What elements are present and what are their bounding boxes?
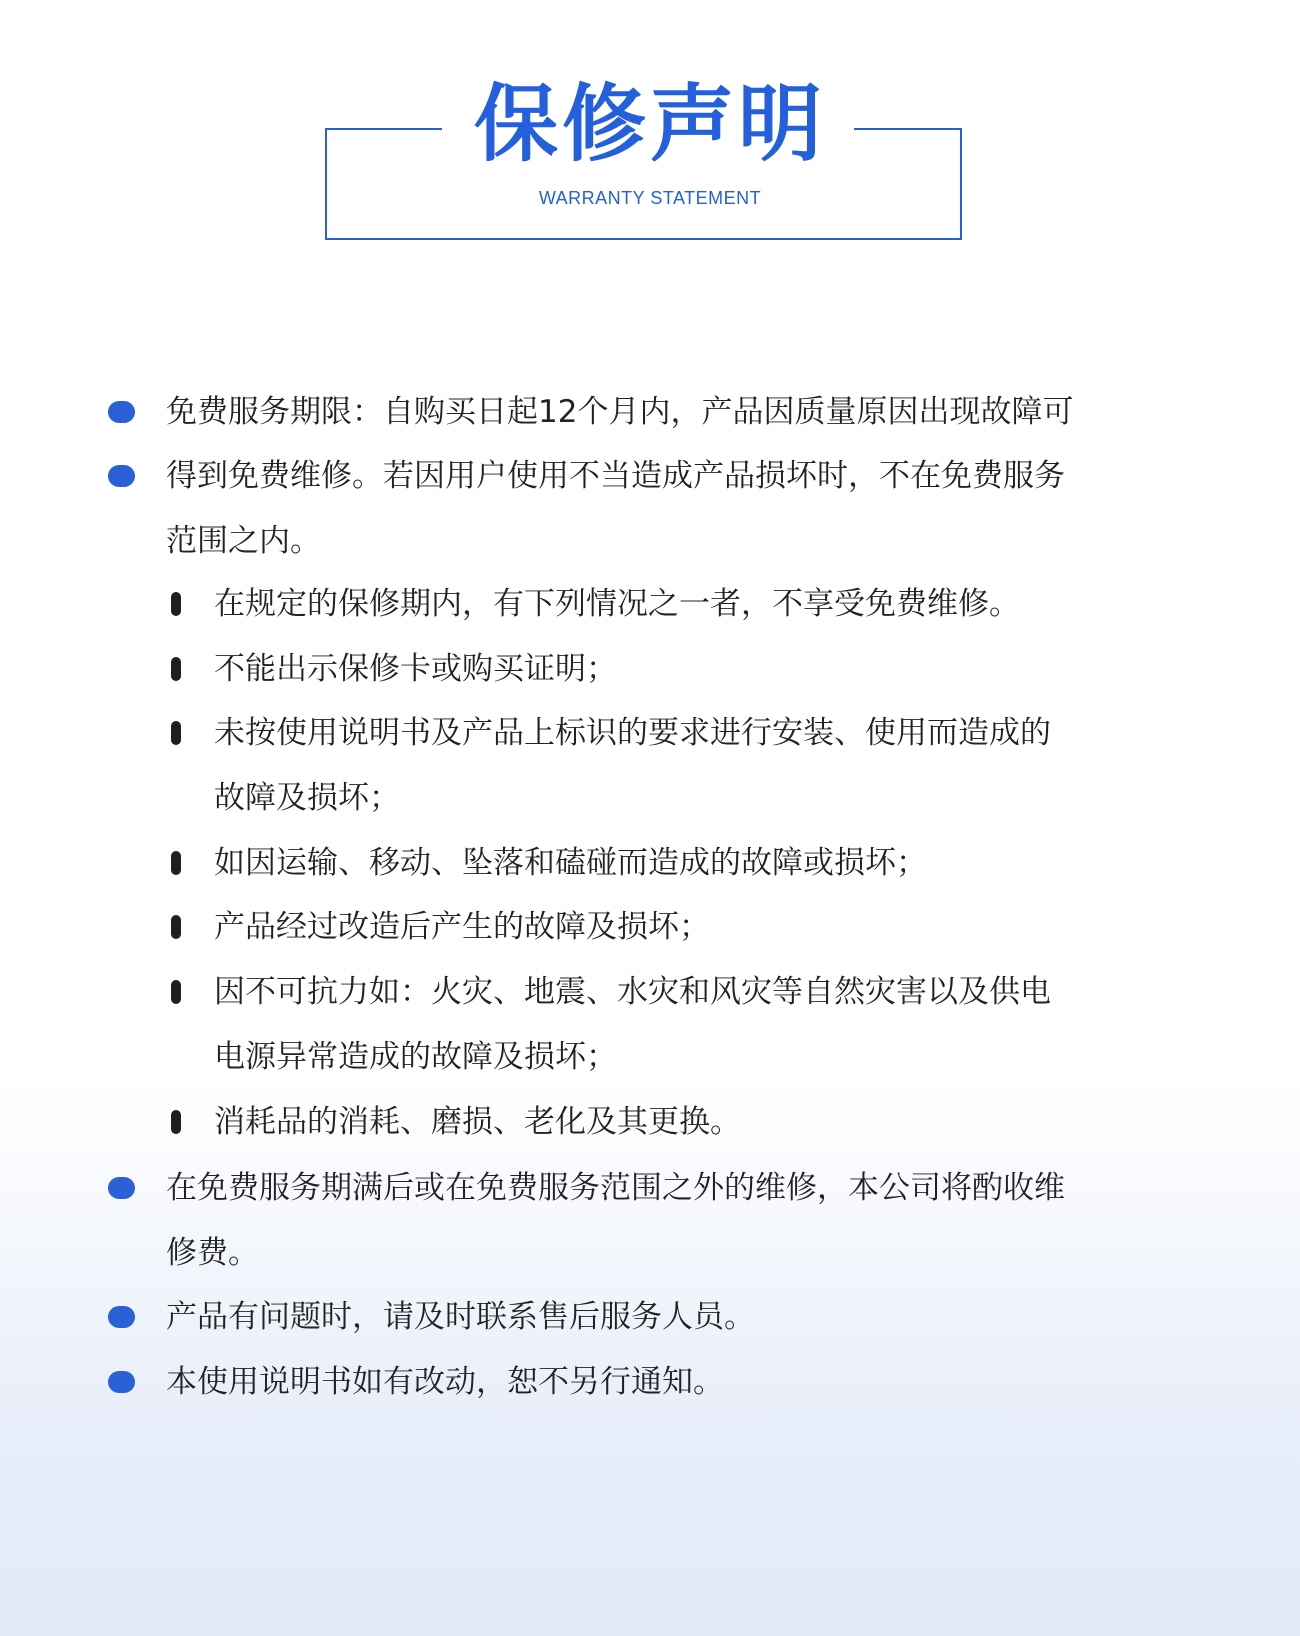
bullet-pill-icon — [171, 1110, 181, 1134]
bullet-pill-icon — [171, 592, 181, 616]
sub-list-item: 如因运输、移动、坠落和磕碰而造成的故障或损坏； — [214, 845, 927, 881]
list-item: 产品有问题时，请及时联系售后服务人员。 — [166, 1299, 755, 1335]
page-title: 保修声明 — [473, 75, 826, 173]
bullet-pill-icon — [171, 980, 181, 1004]
sub-list-item: 产品经过改造后产生的故障及损坏； — [214, 909, 710, 945]
sub-list-item: 不能出示保修卡或购买证明； — [214, 651, 617, 687]
list-item: 得到免费维修。若因用户使用不当造成产品损坏时，不在免费服务 — [166, 458, 1065, 494]
bullet-pill-icon — [171, 721, 181, 745]
sub-list-item: 电源异常造成的故障及损坏； — [214, 1039, 617, 1075]
page-subtitle: WARRANTY STATEMENT — [538, 188, 762, 208]
sub-list-item: 在规定的保修期内，有下列情况之一者，不享受免费维修。 — [214, 586, 1020, 622]
bullet-dot-icon — [108, 1371, 135, 1393]
sub-list-item: 故障及损坏； — [214, 780, 400, 816]
bullet-pill-icon — [171, 851, 181, 875]
bullet-dot-icon — [108, 401, 135, 423]
bullet-dot-icon — [108, 1306, 135, 1328]
sub-list-item: 因不可抗力如：火灾、地震、水灾和风灾等自然灾害以及供电 — [214, 974, 1051, 1010]
bullet-pill-icon — [171, 657, 181, 681]
bullet-dot-icon — [108, 465, 135, 487]
list-item: 本使用说明书如有改动，恕不另行通知。 — [166, 1364, 724, 1400]
sub-list-item: 未按使用说明书及产品上标识的要求进行安装、使用而造成的 — [214, 715, 1051, 751]
list-item: 免费服务期限：自购买日起12个月内，产品因质量原因出现故障可 — [166, 394, 1074, 430]
sub-list-item: 消耗品的消耗、磨损、老化及其更换。 — [214, 1104, 741, 1140]
list-item: 修费。 — [166, 1235, 259, 1271]
list-item: 范围之内。 — [166, 523, 321, 559]
bullet-dot-icon — [108, 1177, 135, 1199]
bullet-pill-icon — [171, 915, 181, 939]
list-item: 在免费服务期满后或在免费服务范围之外的维修，本公司将酌收维 — [166, 1170, 1065, 1206]
